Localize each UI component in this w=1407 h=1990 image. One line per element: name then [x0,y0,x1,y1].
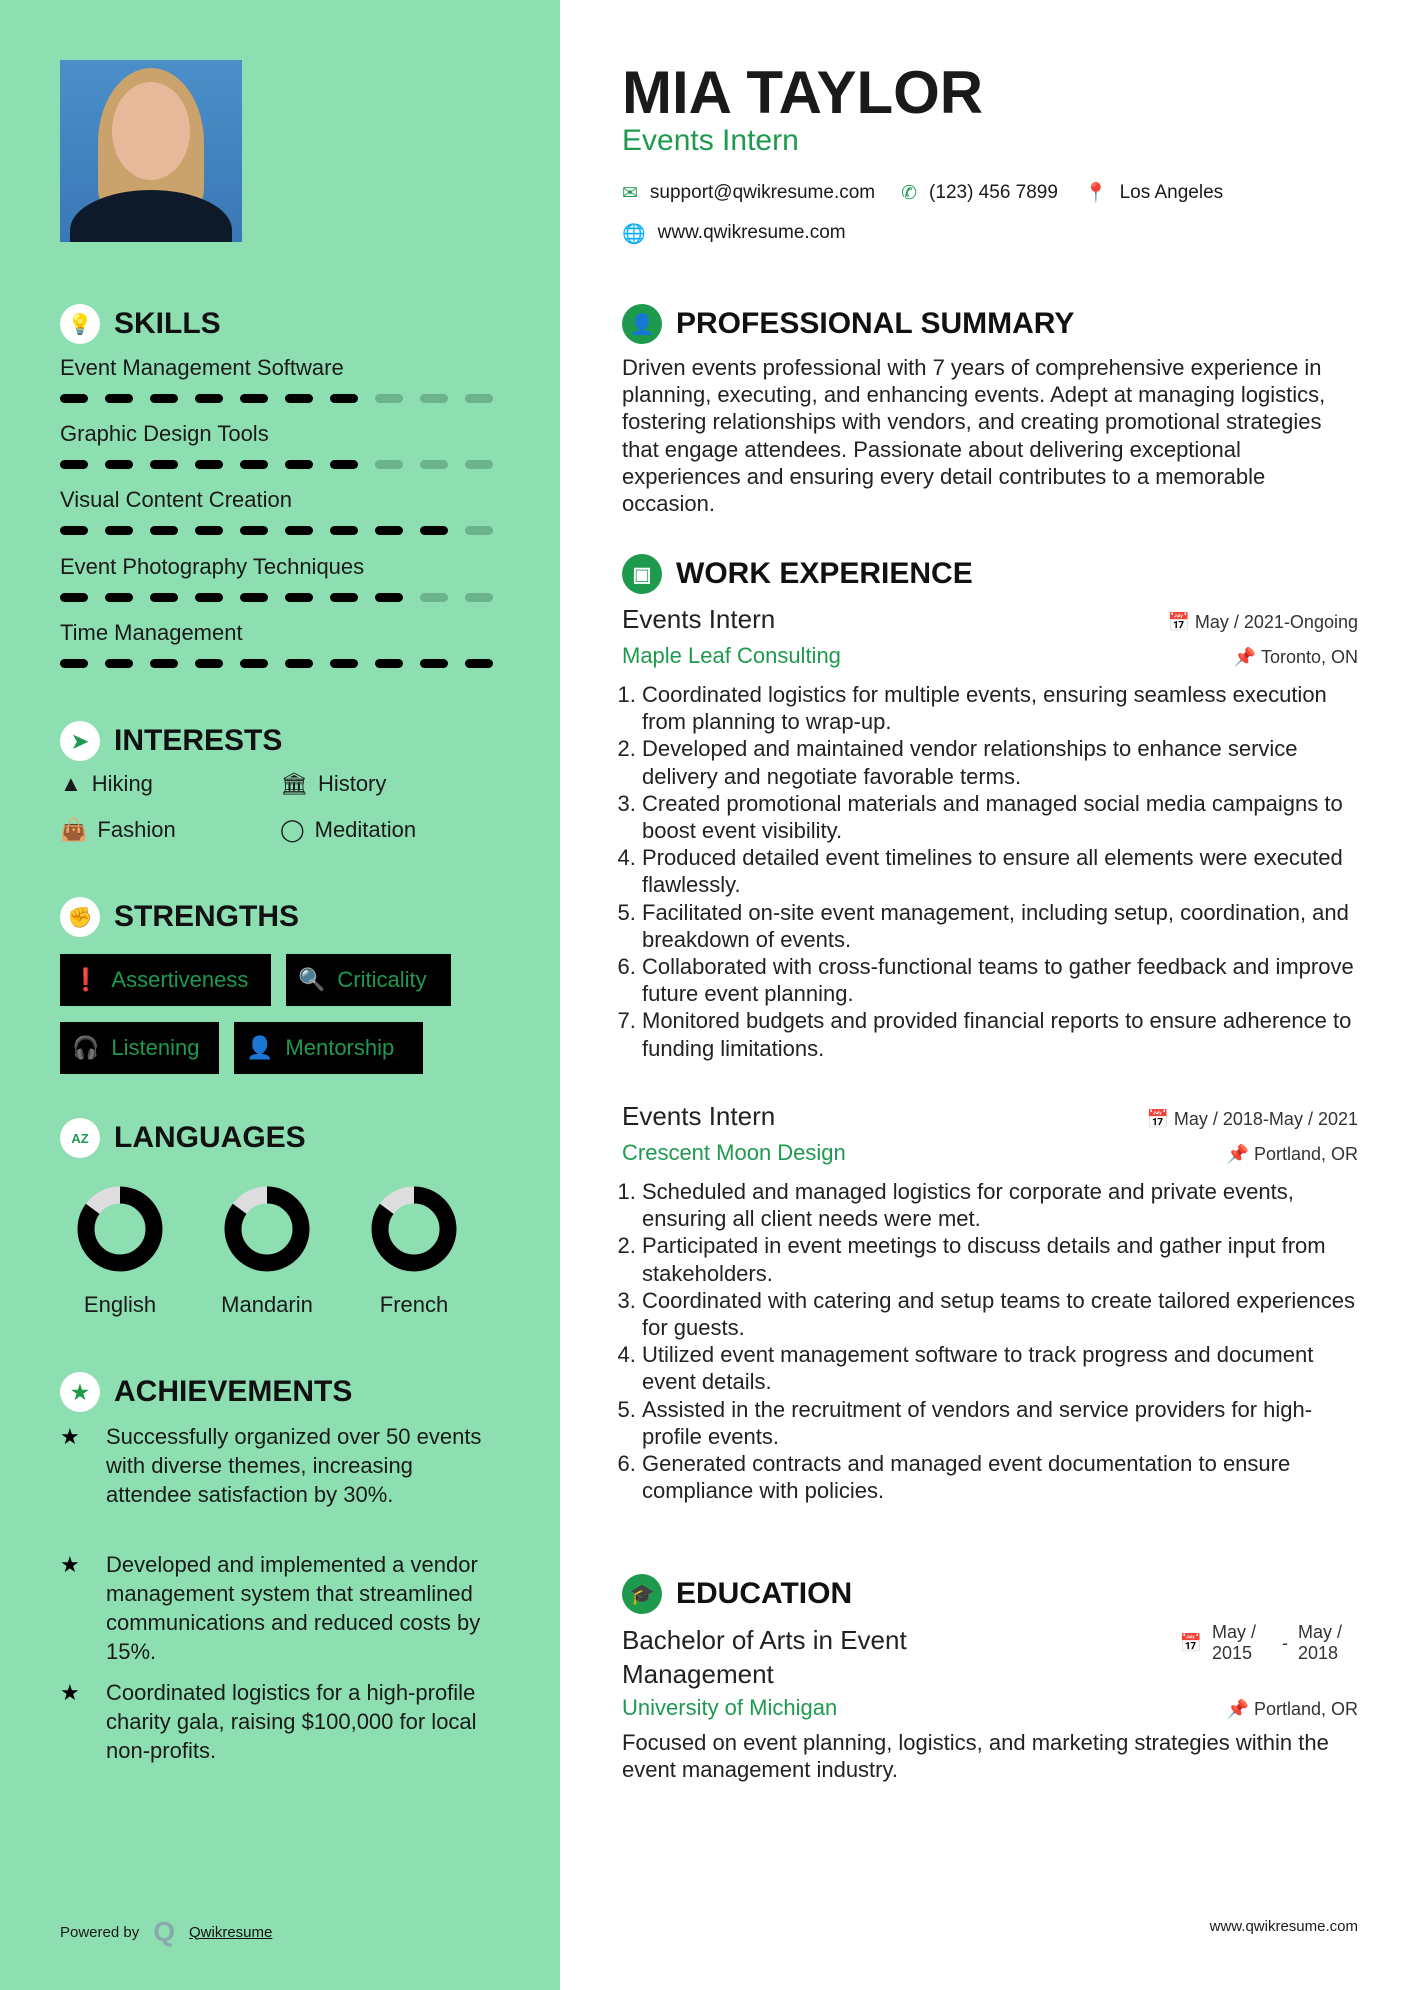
skill-level-segment [195,460,223,469]
skill-level-segment [375,659,403,668]
paper-plane-icon: ➤ [60,721,100,761]
interest-hiking: ▲ Hiking [60,771,153,796]
skill-level-bar [60,460,493,469]
skill-level-segment [285,526,313,535]
translate-icon: AZ [60,1118,100,1158]
footer-website[interactable]: www.qwikresume.com [1209,1918,1358,1935]
skill-level-segment [195,593,223,602]
skill-level-segment [285,394,313,403]
skill-level-segment [420,526,448,535]
star-badge-icon: ★ [60,1372,100,1412]
skill-level-segment [240,394,268,403]
job-bullet: 3. Created promotional materials and managed social media campaigns to boost event visibility. [642,790,1358,844]
skill-level-segment [330,394,358,403]
skill-level-segment [465,659,493,668]
job-location: Toronto, ON [1260,647,1358,667]
pin-icon: 📌 [1226,1698,1249,1719]
summary-text: Driven events professional with 7 years of comprehensive experience in planning, executing, and enhancing events. Adept at managing logistics, fostering relationships with vendors, and creating promotional strategies that engage attendees. Passionate about delivering exceptional experiences and ensuring every detail contributes to a memorable occasion. [622,355,1326,517]
profile-photo [60,60,242,242]
job-bullet: 7. Monitored budgets and provided financial reports to ensure adherence to funding limitations. [642,1007,1358,1061]
phone-icon: ✆ [901,182,918,204]
skill-level-segment [465,526,493,535]
website-link[interactable]: www.qwikresume.com [657,222,846,243]
interests-heading: ➤ INTERESTS [60,721,282,761]
skill-level-segment [420,460,448,469]
skill-level-segment [240,593,268,602]
skill-level-segment [240,659,268,668]
job-location: Portland, OR [1253,1144,1358,1164]
star-icon: ★ [60,1552,80,1577]
job-bullets [622,1178,1358,1504]
skill-level-segment [330,460,358,469]
skill-label: Visual Content Creation [60,487,292,512]
start-date: May / 2015 [1212,1622,1257,1663]
skill-level-segment [105,394,133,403]
company: Maple Leaf Consulting [622,643,841,668]
skill-level-segment [105,593,133,602]
chair-icon: ▣ [622,554,662,594]
job-bullet: 5. Assisted in the recruitment of vendors and service providers for high-profile events. [642,1396,1358,1450]
achievement-item: ★ Successfully organized over 50 events with diverse themes, increasing attendee satisfaction by 30%. [60,1424,482,1507]
job-bullet: 5. Facilitated on-site event management, including setup, coordination, and breakdown of events. [642,899,1358,953]
education-heading: 🎓 EDUCATION [622,1574,1358,1614]
exclamation-icon: ❗ [72,967,100,992]
skill-level-segment [375,460,403,469]
website-row [622,222,1358,246]
interest-fashion: 👜 Fashion [60,817,176,842]
skill-level-segment [150,593,178,602]
achievement-item: ★ Developed and implemented a vendor management system that streamlined communications and reduced costs by 15%. [60,1552,481,1664]
location-pin-icon: 📍 [1083,183,1108,204]
calendar-icon: 📅 [1167,612,1190,632]
pin-icon: 📌 [1233,647,1257,667]
qwikresume-logo-icon: Q [153,1916,175,1947]
language-label: English [83,1292,157,1317]
skill-level-bar [60,659,493,668]
skill-level-segment [60,593,88,602]
strength-tag: ❗ Assertiveness [60,954,271,1006]
lightbulb-icon: 💡 [60,304,100,344]
job-bullet: 6. Generated contracts and managed event documentation to ensure compliance with policies. [642,1450,1358,1504]
job-bullet: 1. Coordinated logistics for multiple events, ensuring seamless execution from planning to wrap-up. [642,681,1358,735]
calendar-icon: 📅 [1146,1109,1169,1129]
language-donut [371,1186,457,1272]
tree-icon: ▲ [60,771,82,796]
graduate-icon: 🎓 [622,1574,662,1614]
skill-level-segment [150,526,178,535]
skill-level-segment [465,593,493,602]
skill-label: Event Photography Techniques [60,554,365,579]
school: University of Michigan [622,1694,838,1720]
job-bullet: 2. Developed and maintained vendor relationships to enhance service delivery and negotiate favorable terms. [642,735,1358,789]
job-bullet: 2. Participated in event meetings to discuss details and gather input from stakeholders. [642,1232,1358,1286]
calendar-icon: 📅 [1179,1632,1202,1653]
degree: Bachelor of Arts in Event Management [622,1624,907,1689]
skill-level-bar [60,394,493,403]
skill-level-segment [375,593,403,602]
language-donut [224,1186,310,1272]
globe-icon: 🌐 [622,224,646,245]
skill-level-segment [60,659,88,668]
job-bullet: 6. Collaborated with cross-functional teams to gather feedback and improve future event planning. [642,953,1358,1007]
skill-level-segment [420,593,448,602]
skill-level-segment [195,394,223,403]
job-entry [622,604,1358,1062]
skill-level-segment [375,526,403,535]
email-link[interactable]: support@qwikresume.com [649,182,876,203]
search-icon: 🔍 [298,967,326,992]
skill-level-segment [330,526,358,535]
powered-by: Powered by Q Qwikresume [60,1916,273,1947]
education-location: Portland, OR [1253,1698,1358,1719]
achievement-item: ★ Coordinated logistics for a high-profile charity gala, raising $100,000 for local non-profits. [60,1680,477,1763]
skill-level-segment [150,460,178,469]
star-icon: ★ [60,1424,80,1449]
fist-icon: ✊ [60,897,100,937]
skill-level-segment [105,659,133,668]
museum-icon: 🏛 [280,771,308,796]
skill-label: Graphic Design Tools [60,421,269,446]
skill-level-bar [60,593,493,602]
job-bullet: 3. Coordinated with catering and setup teams to create tailored experiences for guests. [642,1287,1358,1341]
skill-level-segment [240,526,268,535]
skill-level-segment [240,460,268,469]
interest-history: 🏛 History [280,771,387,796]
skill-level-segment [285,460,313,469]
skill-level-segment [60,394,88,403]
skill-level-segment [420,394,448,403]
skill-level-segment [60,460,88,469]
phone: (123) 456 7899 [929,182,1058,203]
location: Los Angeles [1119,182,1224,203]
job-bullet: 1. Scheduled and managed logistics for corporate and private events, ensuring all client needs were met. [642,1178,1358,1232]
education-entry: Bachelor of Arts in Event Management 📅 May / 2015 - May / 2018 University of Michigan 📌 Portland, OR Focused on event planning, logistics, and marketing strategies within the event management industry. [622,1622,1358,1782]
job-entry [622,1101,1358,1504]
skill-level-segment [420,659,448,668]
education-description: Focused on event planning, logistics, and marketing strategies within the event management industry. [622,1729,1329,1782]
job-bullet: 4. Utilized event management software to track progress and document event details. [642,1341,1358,1395]
skill-level-segment [105,526,133,535]
skill-level-segment [465,460,493,469]
end-date: May / 2018 [1298,1622,1343,1663]
candidate-name: MIA TAYLOR [622,59,984,126]
job-title: Events Intern [622,604,776,634]
qwikresume-link[interactable]: Qwikresume [189,1923,273,1941]
skill-level-segment [330,593,358,602]
contact-row [622,181,1358,205]
pin-icon: 📌 [1226,1144,1249,1164]
language-donut [77,1186,163,1272]
skill-label: Event Management Software [60,355,344,380]
language-label: Mandarin [221,1292,313,1317]
company: Crescent Moon Design [622,1140,846,1165]
summary-heading: 👤 PROFESSIONAL SUMMARY [622,304,1358,344]
skill-level-segment [285,593,313,602]
interest-meditation: ◯ Meditation [280,817,417,842]
skill-level-segment [330,659,358,668]
strength-tag: 🔍 Criticality [286,954,451,1006]
strength-tag: 👤 Mentorship [234,1022,423,1074]
skill-level-segment [195,526,223,535]
skill-level-segment [60,526,88,535]
star-icon: ★ [60,1680,80,1705]
job-dates: May / 2018-May / 2021 [1173,1109,1358,1129]
job-title: Events Intern [622,1101,776,1131]
job-bullets [622,681,1358,1062]
skill-level-bar [60,526,493,535]
bag-icon: 👜 [60,817,88,842]
job-dates: May / 2021-Ongoing [1194,612,1358,632]
job-title: Events Intern [622,124,799,157]
skill-level-segment [105,460,133,469]
job-bullet: 4. Produced detailed event timelines to ensure all elements were executed flawlessly. [642,844,1358,898]
strength-tag: 🎧 Listening [60,1022,219,1074]
skills-heading: 💡 SKILLS [60,304,221,344]
skill-level-segment [375,394,403,403]
user-icon: 👤 [622,304,662,344]
circle-icon: ◯ [280,817,305,842]
skill-level-segment [195,659,223,668]
skill-level-segment [150,659,178,668]
headphones-icon: 🎧 [72,1035,100,1060]
envelope-icon: ✉ [622,182,638,204]
achievements-heading: ★ ACHIEVEMENTS [60,1372,352,1412]
language-label: French [379,1292,449,1317]
work-heading: ▣ WORK EXPERIENCE [622,554,1358,594]
skill-level-segment [465,394,493,403]
languages-heading: AZ LANGUAGES [60,1118,306,1158]
skill-label: Time Management [60,620,243,645]
skill-level-segment [285,659,313,668]
strengths-heading: ✊ STRENGTHS [60,897,299,937]
user-plus-icon: 👤 [246,1035,274,1060]
skill-level-segment [150,394,178,403]
